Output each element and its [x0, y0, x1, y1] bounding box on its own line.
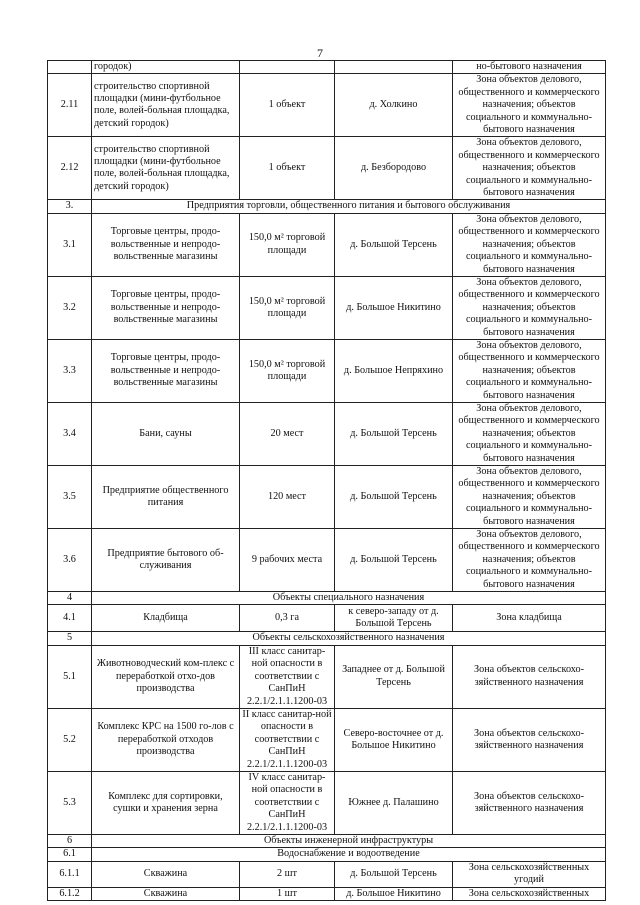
section-header-row: [48, 592, 606, 605]
object-zone: Зона объектов сельскохо-зяйственного назначения: [453, 771, 606, 834]
row-number: 5.3: [48, 771, 92, 834]
object-zone: Зона объектов сельскохо-зяйственного назначения: [453, 645, 606, 708]
section-title: Водоснабжение и водоотведение: [92, 848, 606, 861]
row-number: 3.6: [48, 529, 92, 592]
object-name: Комплекс для сортировки, сушки и хранения зерна: [92, 771, 240, 834]
object-capacity: 20 мест: [240, 402, 335, 465]
object-location: д. Большой Терсень: [335, 861, 453, 887]
object-capacity: 120 мест: [240, 466, 335, 529]
section-title: Объекты специального назначения: [92, 592, 606, 605]
table-row: [48, 887, 606, 900]
row-number: 4.1: [48, 605, 92, 632]
page-number: 7: [317, 46, 323, 60]
object-name: Предприятие бытового об-служивания: [92, 529, 240, 592]
table-row: [48, 529, 606, 592]
object-capacity: 1 объект: [240, 74, 335, 137]
object-capacity: II класс санитар-ной опасности в соответствии с СанПиН 2.2.1/2.1.1.1200-03: [240, 708, 335, 771]
row-number: 2.11: [48, 74, 92, 137]
row-number: 5.2: [48, 708, 92, 771]
object-location: к северо-западу от д. Большой Терсень: [335, 605, 453, 632]
table-row: [48, 213, 606, 276]
section-title: Объекты сельскохозяйственного назначения: [92, 632, 606, 645]
object-location: д. Большое Никитино: [335, 887, 453, 900]
row-number: 6.1.2: [48, 887, 92, 900]
object-location: Северо-восточнее от д. Большое Никитино: [335, 708, 453, 771]
object-location: д. Безбородово: [335, 137, 453, 200]
table-row: [48, 339, 606, 402]
section-number: 6.1: [48, 848, 92, 861]
object-zone: Зона объектов делового, общественного и коммерческого назначения; объектов социального и коммунально-бытового назначения: [453, 339, 606, 402]
object-name: Животноводческий ком-плекс с переработкой отхо-дов производства: [92, 645, 240, 708]
object-name: строительство спортивной площадки (мини-футбольное поле, волей-больная площадка, детский городок): [92, 137, 240, 200]
object-capacity: 2 шт: [240, 861, 335, 887]
object-location: Западнее от д. Большой Терсень: [335, 645, 453, 708]
object-location: д. Большое Никитино: [335, 276, 453, 339]
object-name: Скважина: [92, 861, 240, 887]
object-name: городок): [92, 61, 240, 74]
object-zone: Зона кладбища: [453, 605, 606, 632]
object-zone: Зона объектов делового, общественного и коммерческого назначения; объектов социального и коммунально-бытового назначения: [453, 402, 606, 465]
section-number: 5: [48, 632, 92, 645]
table-row: [48, 708, 606, 771]
row-number: 3.5: [48, 466, 92, 529]
table-row: [48, 861, 606, 887]
section-number: 6: [48, 834, 92, 847]
object-capacity: 150,0 м² торговой площади: [240, 213, 335, 276]
row-number: 5.1: [48, 645, 92, 708]
section-header-row: [48, 632, 606, 645]
section-number: 4: [48, 592, 92, 605]
object-capacity: 150,0 м² торговой площади: [240, 339, 335, 402]
object-name: Торговые центры, продо-вольственные и непродо-вольственные магазины: [92, 339, 240, 402]
object-zone: но-бытового назначения: [453, 61, 606, 74]
object-capacity: 0,3 га: [240, 605, 335, 632]
object-capacity: 1 объект: [240, 137, 335, 200]
object-zone: Зона сельскохозяйственных угодий: [453, 861, 606, 887]
object-name: Кладбища: [92, 605, 240, 632]
object-location: Южнее д. Палашино: [335, 771, 453, 834]
object-zone: Зона объектов сельскохо-зяйственного назначения: [453, 708, 606, 771]
object-name: Торговые центры, продо-вольственные и непродо-вольственные магазины: [92, 276, 240, 339]
object-location: д. Холкино: [335, 74, 453, 137]
table-row: [48, 645, 606, 708]
section-title: Предприятия торговли, общественного питания и бытового обслуживания: [92, 200, 606, 213]
table-row: [48, 74, 606, 137]
row-number: 6.1.1: [48, 861, 92, 887]
object-name: Торговые центры, продо-вольственные и непродо-вольственные магазины: [92, 213, 240, 276]
section-number: 3.: [48, 200, 92, 213]
object-name: строительство спортивной площадки (мини-футбольное поле, волей-больная площадка, детский городок): [92, 74, 240, 137]
table-row: [48, 402, 606, 465]
table-row: [48, 276, 606, 339]
object-name: Предприятие общественного питания: [92, 466, 240, 529]
object-capacity: 1 шт: [240, 887, 335, 900]
object-zone: Зона объектов делового, общественного и коммерческого назначения; объектов социального и коммунально-бытового назначения: [453, 466, 606, 529]
object-zone: Зона объектов делового, общественного и коммерческого назначения; объектов социального и коммунально-бытового назначения: [453, 529, 606, 592]
table-row: [48, 61, 606, 74]
object-location: д. Большой Терсень: [335, 213, 453, 276]
row-number: 3.2: [48, 276, 92, 339]
table-row: [48, 137, 606, 200]
row-number: 2.12: [48, 137, 92, 200]
object-capacity: 150,0 м² торговой площади: [240, 276, 335, 339]
table-row: [48, 605, 606, 632]
object-capacity: [240, 61, 335, 74]
object-zone: Зона объектов делового, общественного и коммерческого назначения; объектов социального и коммунально-бытового назначения: [453, 137, 606, 200]
row-number: 3.4: [48, 402, 92, 465]
object-capacity: 9 рабочих места: [240, 529, 335, 592]
object-capacity: III класс санитар-ной опасности в соответствии с СанПиН 2.2.1/2.1.1.1200-03: [240, 645, 335, 708]
object-location: д. Большой Терсень: [335, 529, 453, 592]
object-capacity: IV класс санитар-ной опасности в соответствии с СанПиН 2.2.1/2.1.1.1200-03: [240, 771, 335, 834]
row-number: 3.1: [48, 213, 92, 276]
row-number: [48, 61, 92, 74]
object-zone: Зона объектов делового, общественного и коммерческого назначения; объектов социального и коммунально-бытового назначения: [453, 74, 606, 137]
table-row: [48, 771, 606, 834]
object-location: д. Большой Терсень: [335, 466, 453, 529]
subsection-header-row: [48, 848, 606, 861]
row-number: 3.3: [48, 339, 92, 402]
object-name: Бани, сауны: [92, 402, 240, 465]
facilities-table: [47, 60, 606, 901]
object-name: Комплекс КРС на 1500 го-лов с переработкой отходов производства: [92, 708, 240, 771]
object-zone: Зона объектов делового, общественного и коммерческого назначения; объектов социального и коммунально-бытового назначения: [453, 213, 606, 276]
section-title: Объекты инженерной инфраструктуры: [92, 834, 606, 847]
table-row: [48, 466, 606, 529]
object-zone: Зона сельскохозяйственных: [453, 887, 606, 900]
object-location: [335, 61, 453, 74]
object-zone: Зона объектов делового, общественного и коммерческого назначения; объектов социального и коммунально-бытового назначения: [453, 276, 606, 339]
object-location: д. Большое Непряхино: [335, 339, 453, 402]
object-name: Скважина: [92, 887, 240, 900]
object-location: д. Большой Терсень: [335, 402, 453, 465]
section-header-row: [48, 200, 606, 213]
section-header-row: [48, 834, 606, 847]
